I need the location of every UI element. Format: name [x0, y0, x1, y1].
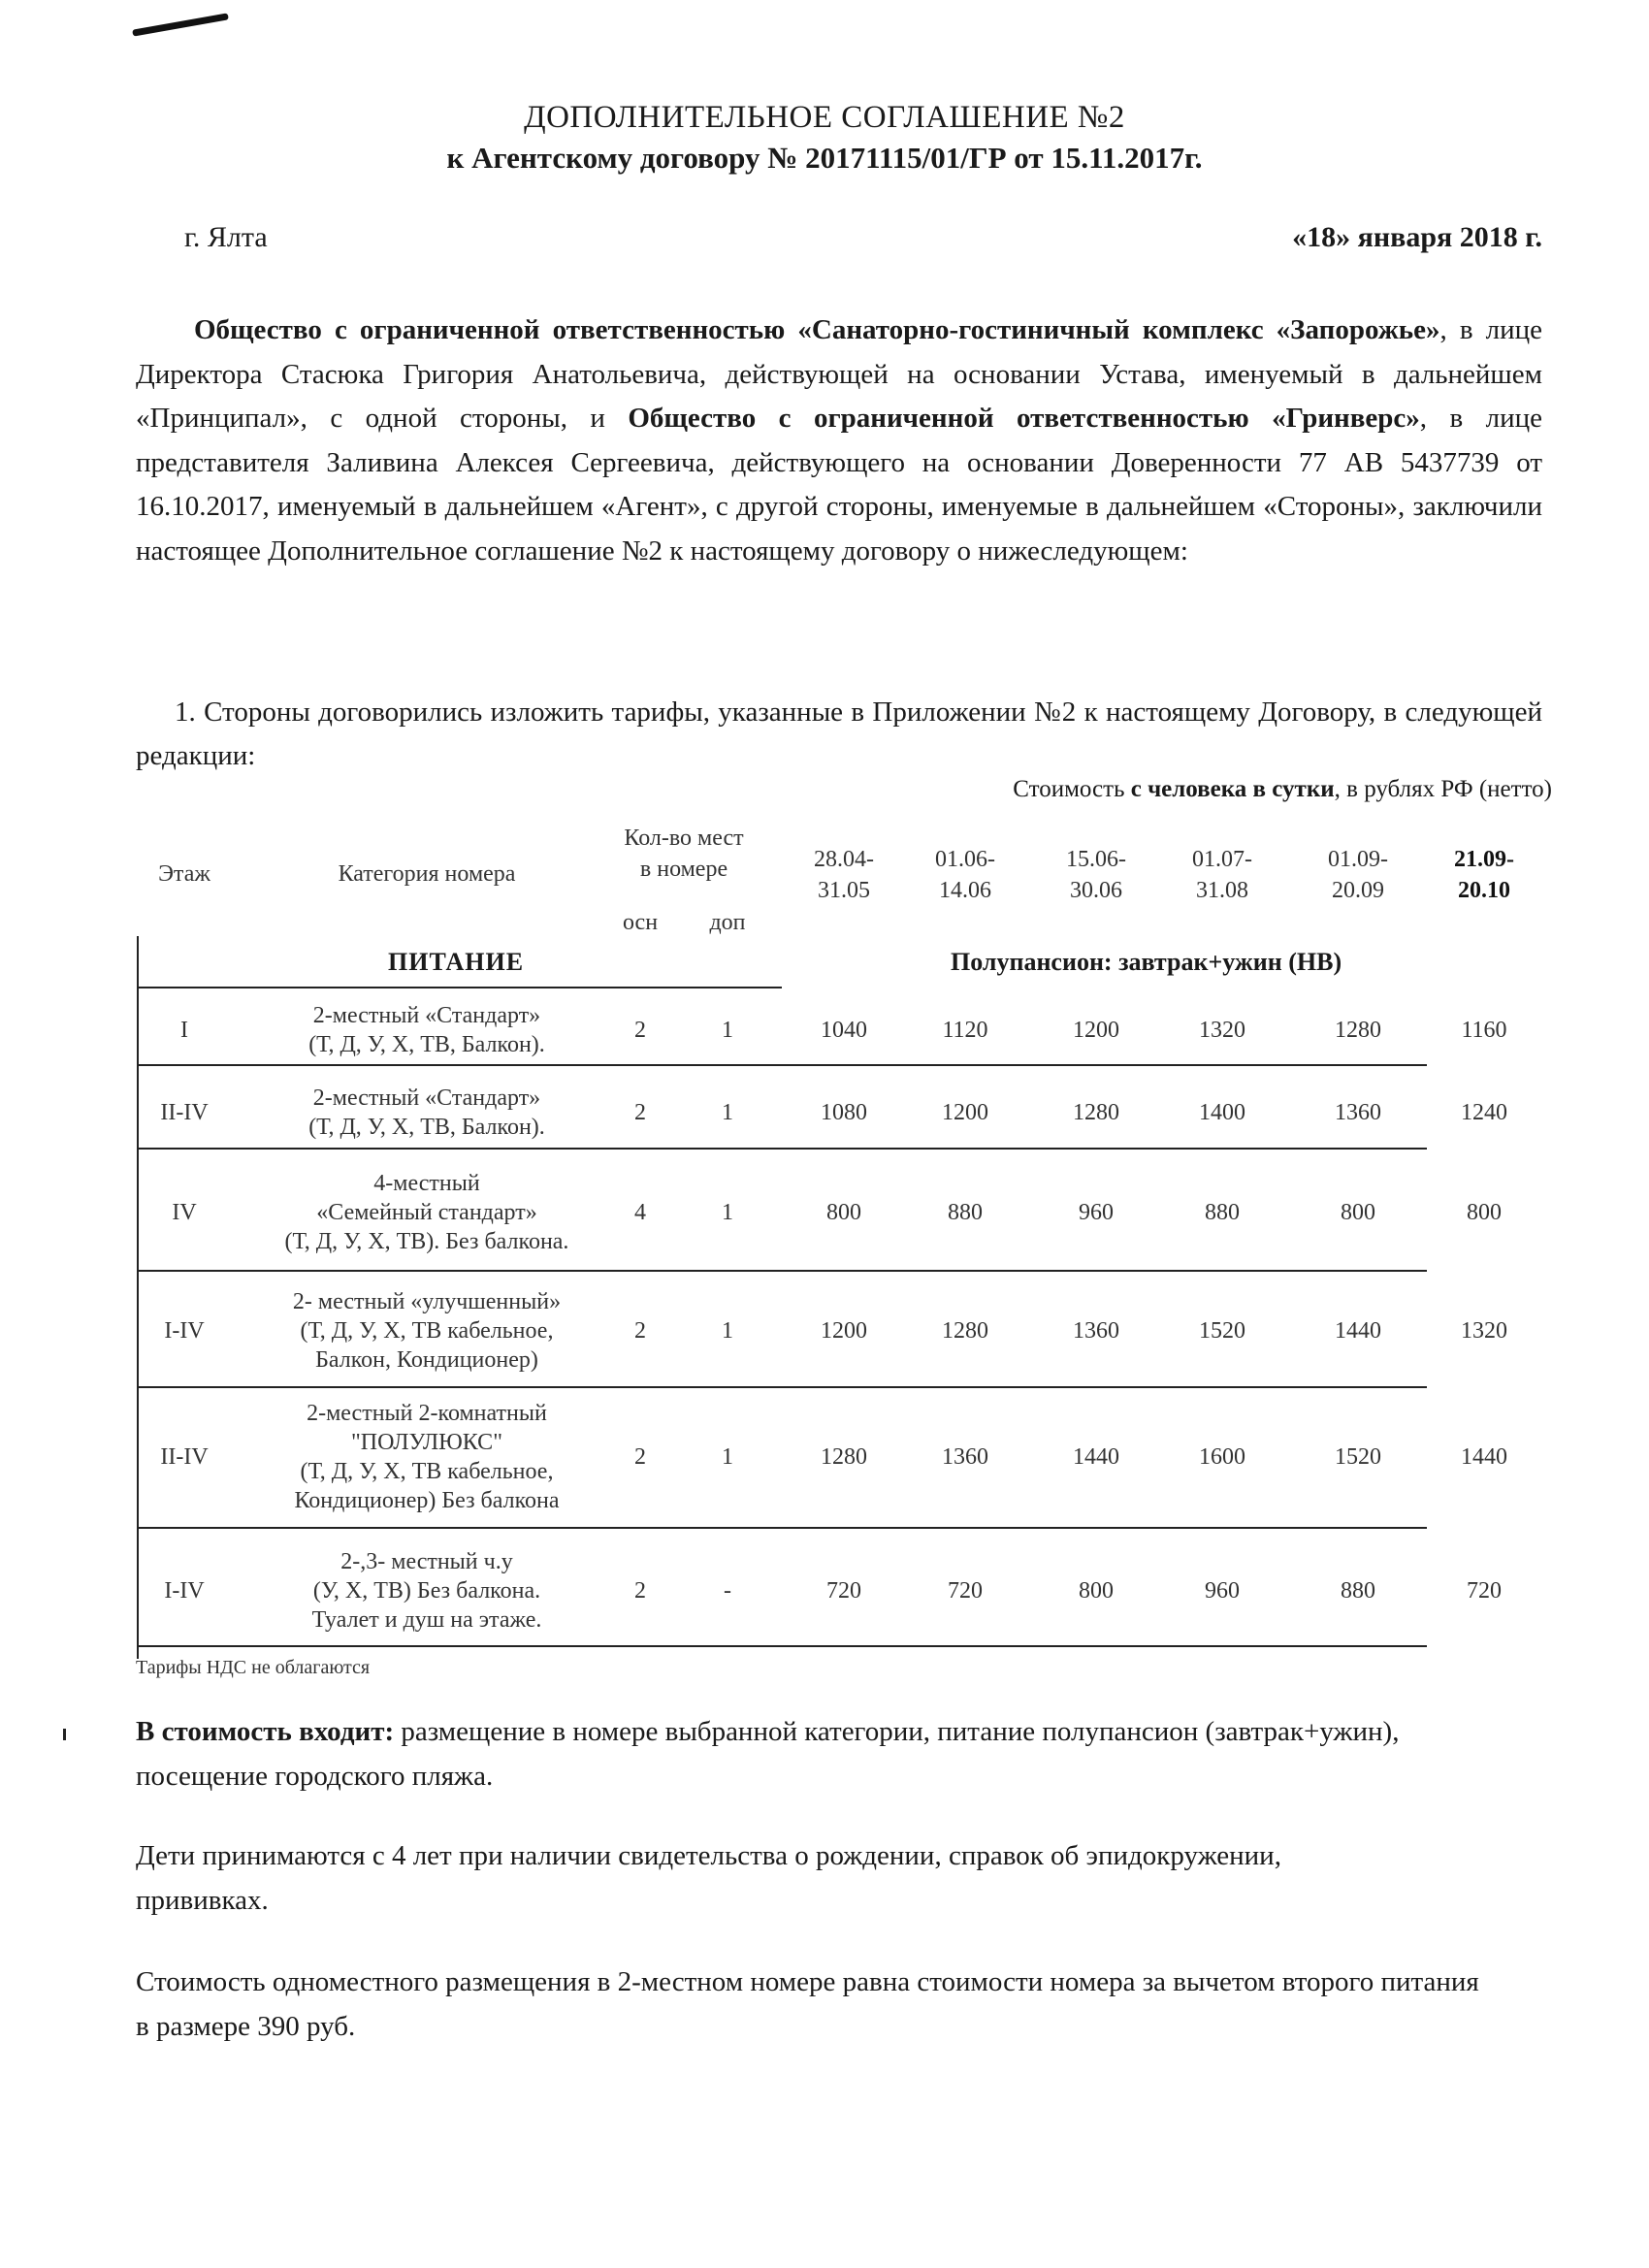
cell-price: 960: [1079, 1200, 1114, 1225]
cell-category: 2-местный «Стандарт» (Т, Д, У, Х, ТВ, Балкон).: [308, 1003, 545, 1057]
vat-note: Тарифы НДС не облагаются: [136, 1657, 371, 1678]
cell-price: 720: [948, 1578, 983, 1604]
price-caption-bold: с человека в сутки: [1130, 776, 1335, 802]
cell-extra: 1: [722, 1444, 733, 1470]
cell-price: 1200: [821, 1318, 867, 1344]
pen-mark: [132, 13, 229, 36]
cell-extra: 1: [722, 1318, 733, 1344]
header-category: Категория номера: [338, 861, 516, 887]
cell-main: 4: [634, 1200, 646, 1225]
cell-category: 4-местный «Семейный стандарт» (Т, Д, У, Х, ТВ). Без балкона.: [284, 1171, 569, 1254]
cell-price: 880: [1341, 1578, 1375, 1604]
cell-floor: I-IV: [164, 1578, 205, 1604]
cell-price: 1400: [1199, 1100, 1245, 1125]
header-period-3: 15.06- 30.06: [1066, 847, 1126, 903]
cell-price: 1440: [1461, 1444, 1507, 1470]
cell-price: 1440: [1073, 1444, 1119, 1470]
cell-price: 1120: [942, 1018, 988, 1043]
cell-price: 1280: [1073, 1100, 1119, 1125]
row-divider: [137, 1645, 1427, 1647]
cell-price: 1360: [1073, 1318, 1119, 1344]
cell-main: 2: [634, 1100, 646, 1125]
cell-price: 1080: [821, 1100, 867, 1125]
header-extra: доп: [709, 910, 746, 935]
cell-main: 2: [634, 1444, 646, 1470]
cell-category: 2-,3- местный ч.у (У, Х, ТВ) Без балкона. Туалет и душ на этаже.: [311, 1549, 542, 1633]
cell-price: 720: [826, 1578, 861, 1604]
cell-price: 1320: [1461, 1318, 1507, 1344]
city: г. Ялта: [184, 221, 268, 253]
header-places-2: в номере: [639, 857, 728, 882]
cell-price: 720: [1467, 1578, 1502, 1604]
cell-category: 2-местный «Стандарт» (Т, Д, У, Х, ТВ, Балкон).: [308, 1085, 545, 1140]
price-caption: [1013, 776, 1552, 803]
included-paragraph: [136, 1709, 1494, 1798]
row-divider: [137, 1270, 1427, 1272]
price-caption-part1: Стоимость: [1013, 776, 1131, 802]
header-period-2: 01.06- 14.06: [935, 847, 995, 903]
cell-extra: -: [724, 1578, 731, 1604]
included-label: В стоимость входит:: [136, 1716, 395, 1747]
meal-value: Полупансион: завтрак+ужин (НВ): [951, 948, 1342, 976]
cell-floor: II-IV: [160, 1444, 209, 1470]
cell-price: 800: [826, 1200, 861, 1225]
header-floor: Этаж: [158, 861, 210, 887]
row-divider: [137, 987, 782, 988]
party2-name: Общество с ограниченной ответственностью «Гринверс»: [628, 403, 1420, 434]
row-divider: [137, 1527, 1427, 1529]
cell-price: 1280: [1335, 1018, 1381, 1043]
document-header: [0, 97, 1649, 178]
party2-details: , в лице представителя Заливина Алексея Сергеевича, действующего на основании Доверенности 77 АВ 5437739 от 16.10.2017, именуемый в дальнейшем «Агент», с другой стороны, именуемые в дальнейшем «Стороны», заключили настоящее Дополнительное соглашение №2 к настоящему договору о нижеследующем:: [136, 403, 1543, 567]
header-period-4: 01.07- 31.08: [1192, 847, 1252, 903]
table-left-border: [137, 936, 139, 1659]
cell-floor: IV: [172, 1200, 197, 1225]
party1-details: , в лице Директора Стасюка Григория Анатольевича, действующей на основании Устава, именуемый в дальнейшем «Принципал», с одной стороны, и: [136, 314, 1543, 434]
margin-mark: [63, 1729, 66, 1740]
document-subtitle: к Агентскому договору № 20171115/01/ГР от 15.11.2017г.: [446, 141, 1203, 175]
cell-price: 1240: [1461, 1100, 1507, 1125]
cell-price: 800: [1079, 1578, 1114, 1604]
cell-price: 1440: [1335, 1318, 1381, 1344]
cell-price: 1160: [1461, 1018, 1507, 1043]
cell-price: 1600: [1199, 1444, 1245, 1470]
single-occupancy-paragraph: Стоимость одноместного размещения в 2-местном номере равна стоимости номера за вычетом второго питания в размере 390 руб.: [136, 1966, 1479, 2042]
row-divider: [137, 1148, 1427, 1150]
document-date: «18» января 2018 г.: [1292, 221, 1542, 253]
cell-main: 2: [634, 1018, 646, 1043]
included-text: размещение в номере выбранной категории, питание полупансион (завтрак+ужин), посещение городского пляжа.: [136, 1716, 1400, 1792]
party1-name: Общество с ограниченной ответственностью «Санаторно-гостиничный комплекс «Запорожье»: [194, 314, 1440, 345]
header-period-6: 21.09- 20.10: [1454, 847, 1514, 903]
header-period-5: 01.09- 20.09: [1328, 847, 1388, 903]
clause-1: 1. Стороны договорились изложить тарифы, указанные в Приложении №2 к настоящему Договору, в следующей редакции:: [136, 697, 1542, 771]
children-paragraph: Дети принимаются с 4 лет при наличии свидетельства о рождении, справок об эпидокружении, прививках.: [136, 1840, 1281, 1916]
cell-category: 2-местный 2-комнатный "ПОЛУЛЮКС" (Т, Д, У, Х, ТВ кабельное, Кондиционер) Без балкона: [294, 1401, 560, 1513]
cell-extra: 1: [722, 1100, 733, 1125]
cell-price: 1320: [1199, 1018, 1245, 1043]
cell-price: 1520: [1199, 1318, 1245, 1344]
cell-price: 880: [948, 1200, 983, 1225]
cell-floor: II-IV: [160, 1100, 209, 1125]
cell-price: 1360: [942, 1444, 988, 1470]
cell-floor: I-IV: [164, 1318, 205, 1344]
cell-price: 960: [1205, 1578, 1240, 1604]
cell-extra: 1: [722, 1018, 733, 1043]
cell-floor: I: [180, 1018, 188, 1043]
cell-price: 800: [1341, 1200, 1375, 1225]
cell-extra: 1: [722, 1200, 733, 1225]
preamble-paragraph: [136, 308, 1542, 573]
header-places-1: Кол-во мест: [624, 826, 744, 851]
cell-price: 1520: [1335, 1444, 1381, 1470]
cell-main: 2: [634, 1578, 646, 1604]
cell-price: 800: [1467, 1200, 1502, 1225]
meal-label: ПИТАНИЕ: [388, 948, 525, 976]
document-title: ДОПОЛНИТЕЛЬНОЕ СОГЛАШЕНИЕ №2: [524, 100, 1125, 135]
cell-price: 1360: [1335, 1100, 1381, 1125]
row-divider: [137, 1386, 1427, 1388]
price-caption-part3: , в рублях РФ (нетто): [1334, 776, 1552, 802]
cell-price: 1040: [821, 1018, 867, 1043]
cell-price: 880: [1205, 1200, 1240, 1225]
cell-price: 1280: [942, 1318, 988, 1344]
header-main: осн: [622, 910, 659, 935]
cell-price: 1200: [1073, 1018, 1119, 1043]
cell-price: 1200: [942, 1100, 988, 1125]
header-period-1: 28.04- 31.05: [814, 847, 874, 903]
cell-price: 1280: [821, 1444, 867, 1470]
place-date-line: [184, 221, 1542, 254]
cell-category: 2- местный «улучшенный» (Т, Д, У, Х, ТВ кабельное, Балкон, Кондиционер): [292, 1289, 562, 1373]
cell-main: 2: [634, 1318, 646, 1344]
row-divider: [137, 1064, 1427, 1066]
